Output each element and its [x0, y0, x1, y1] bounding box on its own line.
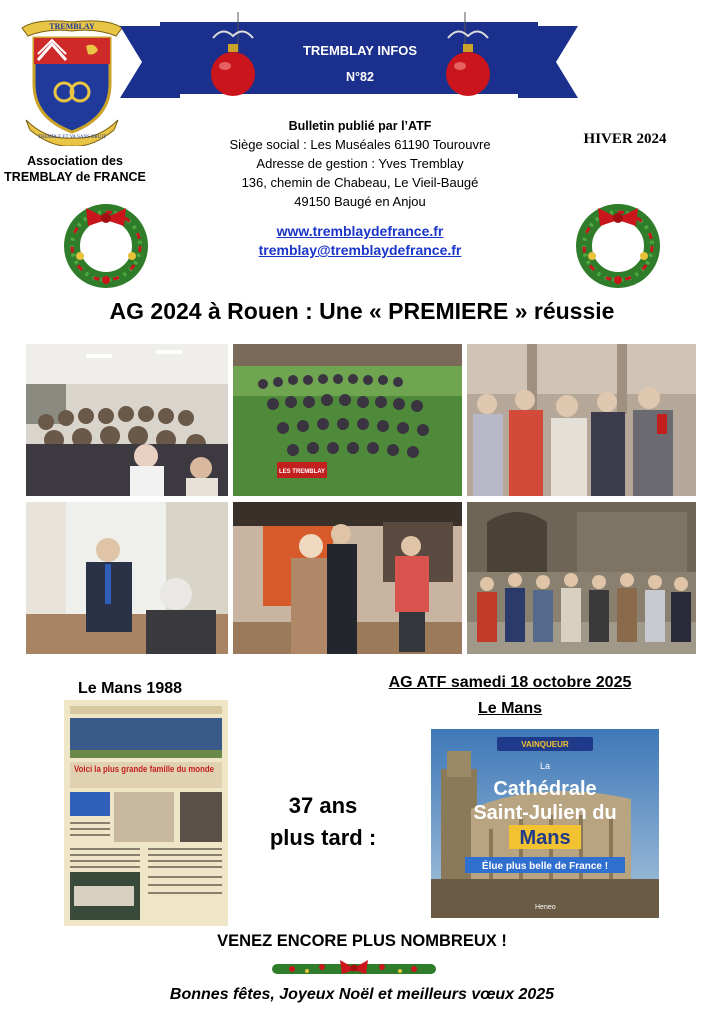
ornament-left-icon	[208, 20, 258, 100]
ag-2025-city: Le Mans	[477, 700, 542, 717]
website-link[interactable]: www.tremblaydefrance.fr	[276, 223, 444, 239]
coat-of-arms-logo	[16, 14, 128, 146]
cathedral-poster-image	[431, 729, 659, 918]
publisher-line: Bulletin publié par l’ATF	[288, 119, 432, 133]
poster-brand: Heneo	[535, 904, 556, 911]
photo-guided-visit	[467, 344, 696, 496]
bulletin-title: TREMBLAY INFOS	[302, 43, 418, 58]
poster-line1: Cathédrale	[493, 778, 597, 800]
ag-2025-date: AG ATF samedi 18 octobre 2025	[388, 674, 632, 691]
association-line2: TREMBLAY de FRANCE	[4, 170, 146, 184]
years-line1: 37 ans	[288, 793, 358, 818]
le-mans-1988-title: Le Mans 1988	[77, 680, 183, 697]
association-line1: Association des	[27, 154, 123, 168]
clipping-headline: Voici la plus grande famille du monde	[74, 764, 214, 774]
address-line: Siège social : Les Muséales 61190 Tourouvre	[229, 137, 491, 152]
title-banner	[120, 12, 578, 104]
photo-group-courtyard	[467, 502, 696, 654]
photo-speakers-microphone	[233, 502, 462, 654]
photo-assembly-hall	[26, 344, 228, 496]
photo-speaker-podium	[26, 502, 228, 654]
address-line: 136, chemin de Chabeau, Le Vieil-Baugé	[241, 175, 479, 190]
address-line: Adresse de gestion : Yves Tremblay	[256, 156, 464, 171]
poster-line2: Saint-Julien du	[473, 802, 617, 824]
email-link[interactable]: tremblay@tremblaydefrance.fr	[258, 242, 462, 258]
main-title: AG 2024 à Rouen : Une « PREMIERE » réussie	[109, 298, 615, 324]
contact-links	[200, 222, 520, 260]
season-label: HIVER 2024	[583, 131, 667, 147]
address-block	[200, 135, 520, 211]
call-to-action: VENEZ ENCORE PLUS NOMBREUX !	[217, 932, 507, 950]
association-name	[0, 153, 150, 185]
ornament-right-icon	[443, 20, 493, 100]
address-line: 49150 Baugé en Anjou	[294, 194, 426, 209]
years-later-text	[238, 790, 408, 854]
coat-motto: TREMBLE ET VA SANS BRUIT	[37, 135, 107, 140]
newspaper-clipping-image	[64, 700, 228, 926]
bulletin-number: N°82	[346, 70, 374, 84]
poster-line3: Mans	[519, 827, 571, 849]
ag-2025-title	[350, 670, 670, 722]
poster-la: La	[539, 761, 551, 771]
coat-banner-text: TREMBLAY	[49, 22, 95, 31]
garland-icon	[272, 956, 436, 982]
christmas-wreath-left-icon	[58, 196, 154, 288]
group-sign-text: LES TREMBLAY	[278, 469, 326, 475]
years-line2: plus tard :	[269, 825, 377, 850]
poster-badge: VAINQUEUR	[521, 740, 569, 749]
poster-tagline: Élue plus belle de France !	[481, 861, 609, 872]
christmas-wreath-right-icon	[570, 196, 666, 288]
season-greetings: Bonnes fêtes, Joyeux Noël et meilleurs vœux 2025	[169, 986, 555, 1003]
photo-group-outdoor	[233, 344, 462, 496]
